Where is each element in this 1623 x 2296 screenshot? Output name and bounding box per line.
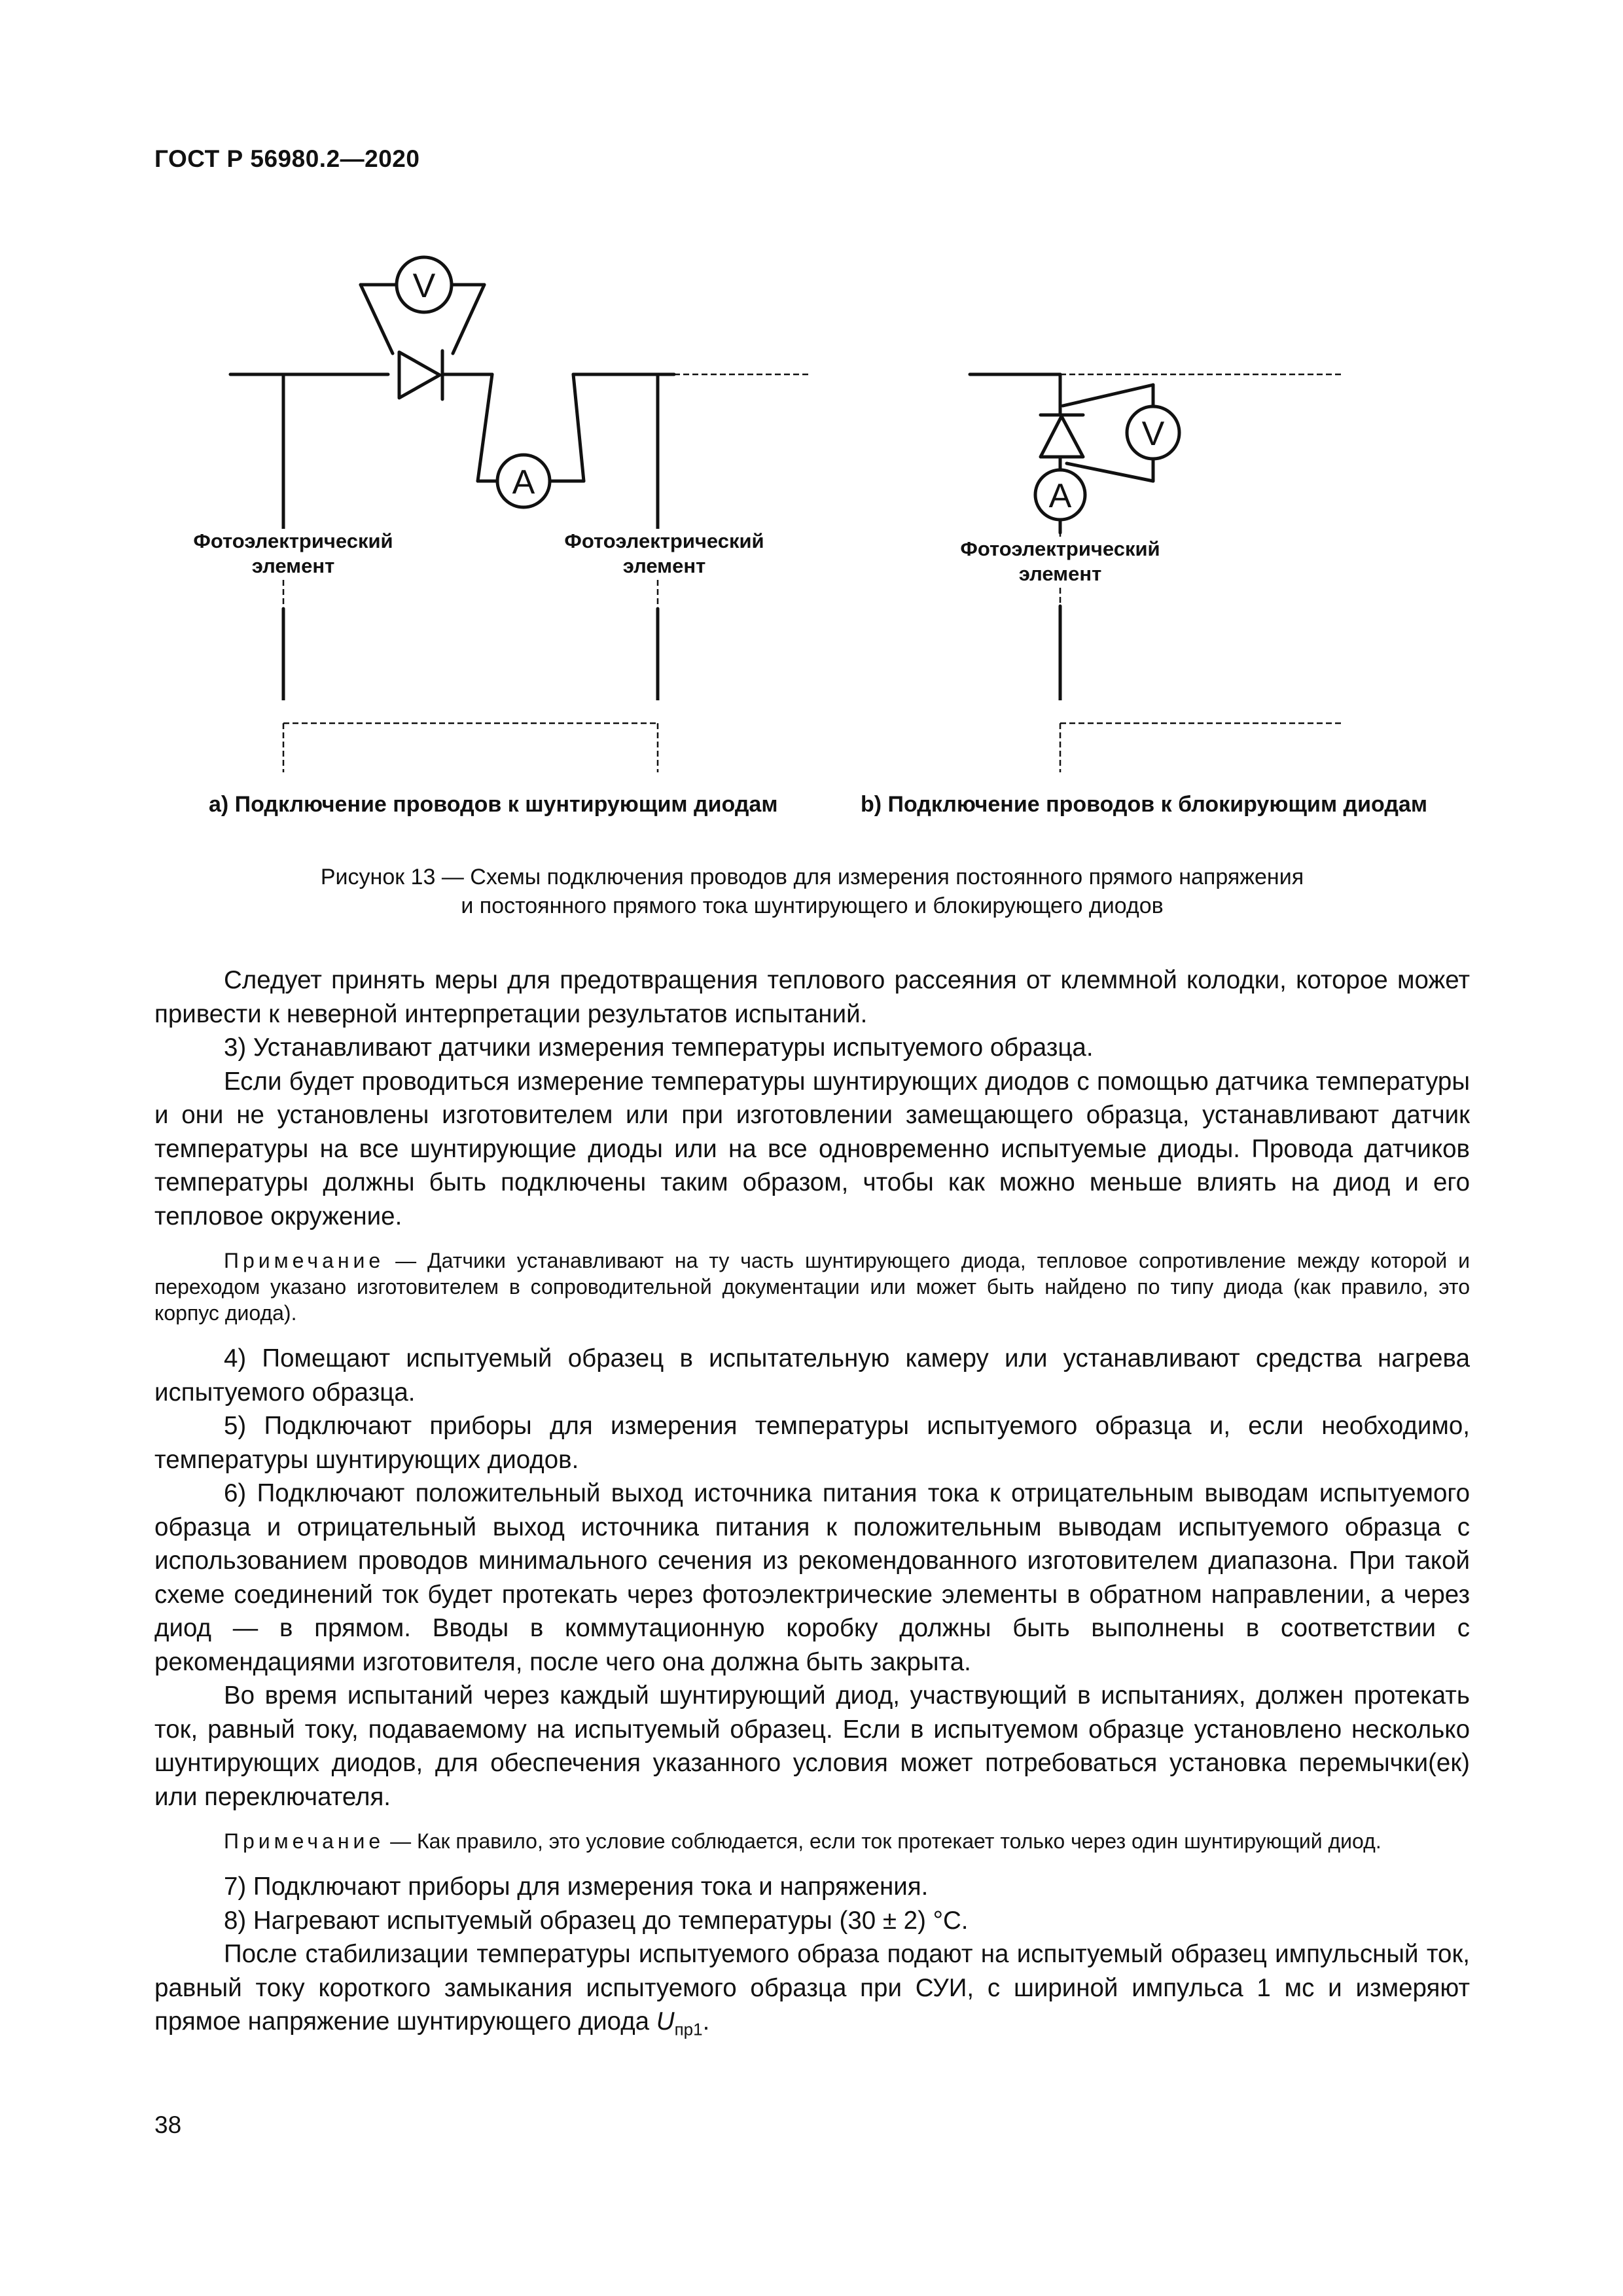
body-text xyxy=(154,963,1470,2047)
subcaption-a: а) Подключение проводов к шунтирующим диодам xyxy=(209,792,778,817)
shunt-diode-icon xyxy=(399,352,440,398)
voltage-subscript: пр1 xyxy=(674,2019,703,2039)
note-text: — Датчики устанавливают на ту часть шунтирующего диода, тепловое сопротивление между которой и переходом указано изготовителем в сопроводительной документации или может быть найдено по типу диода (как правило, это корпус диода). xyxy=(154,1249,1470,1325)
paragraph: После стабилизации температуры испытуемого образа подают на испытуемый образец импульсный ток, равный току короткого замыкания испытуемого образца при СУИ, с шириной импульса 1 мс и измеряют прямое напряжение шунтирующего диода $U_{пр1}$. xyxy=(154,1940,1470,2039)
voltmeter-a-symbol: V xyxy=(412,267,436,305)
page-number: 38 xyxy=(154,2111,182,2138)
paragraph: Следует принять меры для предотвращения теплового рассеяния от клеммной колодки, которое может привести к неверной интерпретации результатов испытаний. xyxy=(154,966,1470,1028)
element-label-b: Фотоэлектрический элемент xyxy=(939,537,1181,586)
caption-line-1: Рисунок 13 — Схемы подключения проводов для измерения постоянного прямого напряжения xyxy=(320,865,1304,889)
figure-13 xyxy=(0,249,1623,851)
voltage-symbol: U xyxy=(656,2007,675,2036)
paragraph: 7) Подключают приборы для измерения тока и напряжения. xyxy=(224,1873,929,1901)
note-label: Примечание xyxy=(224,1249,385,1272)
note-1 xyxy=(154,1247,1470,1326)
voltmeter-b-symbol: V xyxy=(1141,415,1165,453)
document-header: ГОСТ Р 56980.2—2020 xyxy=(154,145,420,172)
blocking-diode-icon xyxy=(1041,416,1083,457)
paragraph: Во время испытаний через каждый шунтирующий диод, участвующий в испытаниях, должен протекать ток, равный току, подаваемому на испытуемый образец. Если в испытуемом образце установлено несколько шунтирующих диодов, для обеспечения указанного условия может потребоваться установка перемычки(ек) или переключателя. xyxy=(154,1681,1470,1811)
figure-caption xyxy=(154,863,1470,920)
ammeter-a-symbol: A xyxy=(512,463,535,501)
paragraph: 5) Подключают приборы для измерения температуры испытуемого образца и, если необходимо, температуры шунтирующих диодов. xyxy=(154,1412,1470,1474)
caption-line-2: и постоянного прямого тока шунтирующего и блокирующего диодов xyxy=(461,893,1164,918)
paragraph: 6) Подключают положительный выход источника питания тока к отрицательным выводам испытуемого образца и отрицательный выход источника питания к положительным выводам испытуемого образца с использованием проводов минимального сечения из рекомендованного изготовителем диапазона. При такой схеме соединений ток будет протекать через фотоэлектрические элементы в обратном направлении, а через диод — в прямом. Вводы в коммутационную коробку должны быть выполнены в соответствии с рекомендациями изготовителя, после чего она должна быть закрыта. xyxy=(154,1479,1470,1676)
note-2 xyxy=(154,1828,1470,1854)
diagram-a xyxy=(230,285,674,645)
element-label-a-left: Фотоэлектрический элемент xyxy=(172,529,414,579)
paragraph: 8) Нагревают испытуемый образец до температуры (30 ± 2) °С. xyxy=(224,1906,969,1935)
paragraph: 4) Помещают испытуемый образец в испытательную камеру или устанавливают средства нагрева испытуемого образца. xyxy=(154,1344,1470,1407)
note-text: — Как правило, это условие соблюдается, если ток протекает только через один шунтирующий диод. xyxy=(384,1829,1382,1853)
note-label: Примечание xyxy=(224,1829,385,1853)
element-label-a-right: Фотоэлектрический элемент xyxy=(543,529,785,579)
paragraph: Если будет проводиться измерение температуры шунтирующих диодов с помощью датчика температуры и они не установлены изготовителем или при изготовлении замещающего образца, устанавливают датчик температуры на все шунтирующие диоды или на все одновременно испытуемые диоды. Провода датчиков температуры должны быть подключены таким образом, чтобы как можно меньше влиять на диод и его тепловое окружение. xyxy=(154,1067,1470,1230)
subcaption-b: b) Подключение проводов к блокирующим диодам xyxy=(861,792,1427,817)
ammeter-b-symbol: A xyxy=(1048,477,1072,515)
paragraph: 3) Устанавливают датчики измерения температуры испытуемого образца. xyxy=(224,1033,1094,1062)
